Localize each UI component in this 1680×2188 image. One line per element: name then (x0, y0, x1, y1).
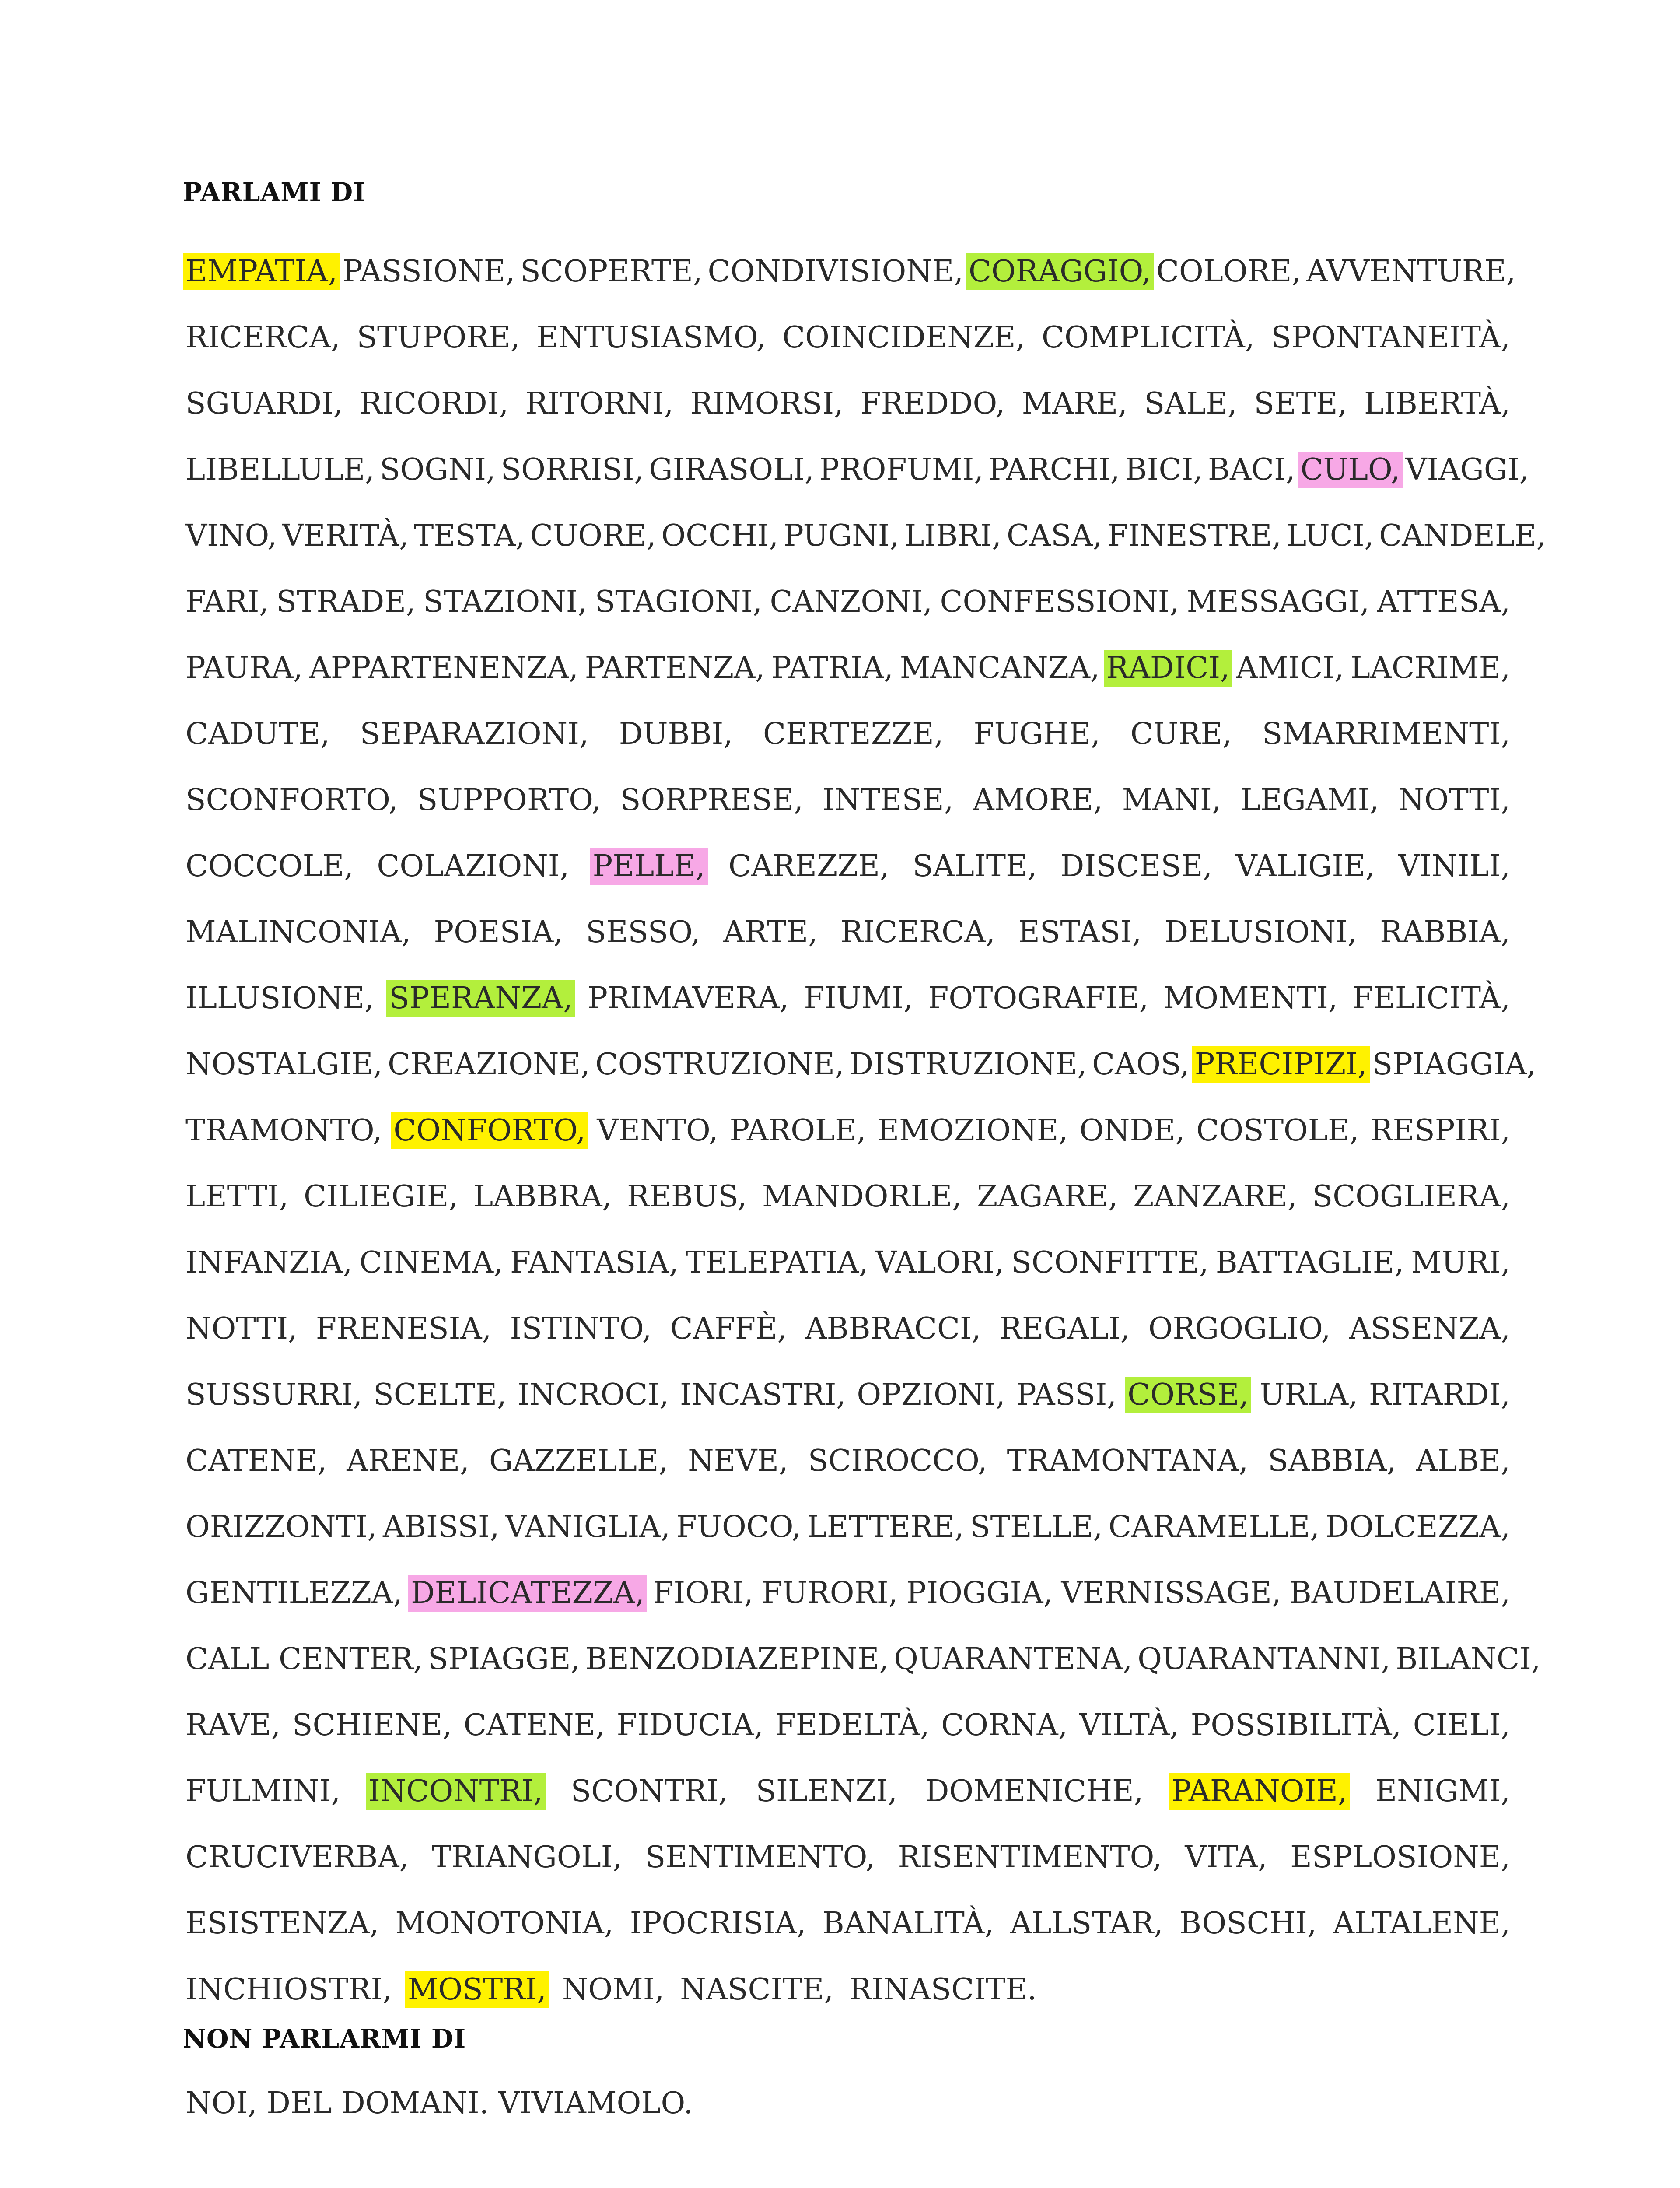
word: RITARDI, (1368, 1377, 1510, 1412)
word: MOMENTI, (1163, 981, 1338, 1016)
word: CREAZIONE, (388, 1047, 590, 1082)
word: MESSAGGI, (1186, 584, 1370, 619)
word: PATRIA, (771, 650, 893, 685)
word: FREDDO, (860, 386, 1005, 421)
word: SPIAGGIA, (1372, 1047, 1536, 1082)
word: ESTASI, (1018, 915, 1142, 950)
word-line (183, 1362, 1513, 1428)
word: INTESE, (822, 782, 954, 817)
word: ALLSTAR, (1010, 1906, 1163, 1941)
word: DUBBI, (619, 716, 733, 751)
highlighted-word: CULO, (1298, 452, 1403, 488)
word: NEVE, (688, 1443, 788, 1478)
word: CANDELE, (1379, 518, 1546, 553)
word: CARAMELLE, (1108, 1509, 1320, 1544)
word: MANI, (1122, 782, 1222, 817)
word: FANTASIA, (510, 1245, 679, 1280)
highlighted-word: DELICATEZZA, (408, 1575, 647, 1612)
word-line (183, 1824, 1513, 1890)
word: OCCHI, (661, 518, 779, 553)
highlighted-word: EMPATIA, (183, 253, 340, 290)
word: SALITE, (913, 849, 1037, 884)
highlighted-word: PRECIPIZI, (1192, 1046, 1370, 1083)
word: RINASCITE. (849, 1972, 1037, 2007)
word: SCIROCCO, (808, 1443, 987, 1478)
word-line (183, 503, 1546, 569)
word: STAZIONI, (423, 584, 588, 619)
word: MONOTONIA, (395, 1906, 614, 1941)
word: VALORI, (875, 1245, 1004, 1280)
word: DISTRUZIONE, (849, 1047, 1087, 1082)
word: LETTERE, (807, 1509, 964, 1544)
word: PAROLE, (729, 1113, 866, 1148)
word: DELUSIONI, (1164, 915, 1357, 950)
word: DISCESE, (1060, 849, 1213, 884)
word: SORRISI, (500, 452, 644, 487)
word-line (183, 965, 1513, 1031)
word-line (183, 1428, 1513, 1494)
word: ARENE, (346, 1443, 469, 1478)
word: EMOZIONE, (877, 1113, 1068, 1148)
word: TRIANGOLI, (431, 1840, 623, 1875)
word: SENTIMENTO, (645, 1840, 875, 1875)
word-line (183, 1031, 1536, 1098)
poster (183, 0, 1546, 2188)
word: PARCHI, (989, 452, 1120, 487)
word: URLA, (1260, 1377, 1358, 1412)
word-line (183, 701, 1513, 767)
word: AMORE, (973, 782, 1103, 817)
word-line (183, 371, 1513, 437)
word: MANDORLE, (762, 1179, 962, 1214)
word: TESTA, (414, 518, 525, 553)
word-line (183, 899, 1513, 965)
word: BOSCHI, (1180, 1906, 1317, 1941)
word: BATTAGLIE, (1215, 1245, 1404, 1280)
word: ISTINTO, (510, 1311, 652, 1346)
word: SCOPERTE, (520, 254, 703, 289)
word: FINESTRE, (1107, 518, 1281, 553)
word: BACI, (1208, 452, 1295, 487)
word: RITORNI, (525, 386, 674, 421)
word: PROFUMI, (819, 452, 984, 487)
heading-non-parlarmi-di: NON PARLARMI DI (183, 2024, 466, 2054)
word: ASSENZA, (1349, 1311, 1510, 1346)
word: FURORI, (762, 1575, 898, 1610)
word: SORPRESE, (620, 782, 803, 817)
word: RAVE, (186, 1708, 281, 1743)
word-line (183, 1164, 1513, 1230)
word: CAOS, (1092, 1047, 1190, 1082)
word: STUPORE, (357, 320, 520, 355)
word: PARTENZA, (584, 650, 765, 685)
word-line (183, 305, 1513, 371)
word: BANALITÀ, (822, 1906, 994, 1941)
word: SMARRIMENTI, (1262, 716, 1510, 751)
word: FARI, (186, 584, 269, 619)
word: TRAMONTANA, (1007, 1443, 1249, 1478)
word: SESSO, (586, 915, 700, 950)
highlighted-word: SPERANZA, (386, 980, 575, 1017)
word: BAUDELAIRE, (1289, 1575, 1510, 1610)
word: CASA, (1006, 518, 1102, 553)
word: FOTOGRAFIE, (928, 981, 1149, 1016)
word: CURE, (1130, 716, 1232, 751)
word: ILLUSIONE, (186, 981, 374, 1016)
word: REGALI, (999, 1311, 1130, 1346)
word: ZANZARE, (1133, 1179, 1297, 1214)
word: FUGHE, (973, 716, 1100, 751)
word: OPZIONI, (857, 1377, 1005, 1412)
word: SPIAGGE, (428, 1641, 581, 1676)
word: LACRIME, (1350, 650, 1510, 685)
word: SALE, (1144, 386, 1237, 421)
word: SABBIA, (1268, 1443, 1396, 1478)
word: ABBRACCI, (805, 1311, 981, 1346)
word: CAREZZE, (728, 849, 889, 884)
word: RIMORSI, (690, 386, 844, 421)
word: VITA, (1185, 1840, 1267, 1875)
word: LIBRI, (904, 518, 1001, 553)
word: FULMINI, (186, 1774, 341, 1809)
word: VINO, (186, 518, 277, 553)
word: FIUMI, (804, 981, 913, 1016)
word: VINILI, (1398, 849, 1510, 884)
word: GAZZELLE, (489, 1443, 668, 1478)
word: SCELTE, (373, 1377, 507, 1412)
word: COINCIDENZE, (782, 320, 1026, 355)
word: POESIA, (434, 915, 563, 950)
word: COSTRUZIONE, (595, 1047, 844, 1082)
word: BICI, (1125, 452, 1203, 487)
word-line (183, 437, 1529, 503)
word: NASCITE, (680, 1972, 833, 2007)
word: STAGIONI, (595, 584, 762, 619)
word: CATENE, (463, 1708, 605, 1743)
word: ALBE, (1416, 1443, 1510, 1478)
word: CUORE, (530, 518, 656, 553)
word: VIAGGI, (1405, 452, 1529, 487)
word: TELEPATIA, (686, 1245, 868, 1280)
word-line (183, 1957, 1513, 2023)
word: SUSSURRI, (186, 1377, 363, 1412)
word-line (183, 1758, 1513, 1824)
word: INCASTRI, (680, 1377, 846, 1412)
word: SPONTANEITÀ, (1271, 320, 1510, 355)
word: CERTEZZE, (763, 716, 944, 751)
word: ABISSI, (382, 1509, 500, 1544)
word: PASSIONE, (343, 254, 515, 289)
word: QUARANTANNI, (1138, 1641, 1391, 1676)
word: VALIGIE, (1236, 849, 1375, 884)
word: CRUCIVERBA, (186, 1840, 409, 1875)
word: MANCANZA, (900, 650, 1100, 685)
word: COLAZIONI, (377, 849, 570, 884)
word: SCOGLIERA, (1312, 1179, 1510, 1214)
word-line (183, 238, 1516, 305)
word: ORGOGLIO, (1148, 1311, 1331, 1346)
word-line (183, 767, 1513, 833)
word-line (183, 1626, 1541, 1692)
word: CILIEGIE, (304, 1179, 458, 1214)
word: SILENZI, (756, 1774, 897, 1809)
highlighted-word: PELLE, (590, 848, 708, 885)
word: NOSTALGIE, (186, 1047, 383, 1082)
word: APPARTENENZA, (309, 650, 578, 685)
word: RESPIRI, (1370, 1113, 1510, 1148)
word: BILANCI, (1396, 1641, 1541, 1676)
closing-line: NOI, DEL DOMANI. VIVIAMOLO. (186, 2086, 693, 2121)
word: PIOGGIA, (906, 1575, 1053, 1610)
word: NOMI, (562, 1972, 665, 2007)
highlighted-word: CORSE, (1125, 1377, 1251, 1413)
word: CATENE, (186, 1443, 327, 1478)
word: NOTTI, (1398, 782, 1510, 817)
word: LIBELLULE, (186, 452, 374, 487)
word: DOLCEZZA, (1325, 1509, 1510, 1544)
word: FIDUCIA, (616, 1708, 763, 1743)
word: VANIGLIA, (505, 1509, 670, 1544)
word: FEDELTÀ, (775, 1708, 930, 1743)
word: AMICI, (1236, 650, 1344, 685)
word: ORIZZONTI, (186, 1509, 377, 1544)
word: MARE, (1022, 386, 1127, 421)
highlighted-word: RADICI, (1104, 650, 1232, 687)
word: PASSI, (1016, 1377, 1117, 1412)
word: PRIMAVERA, (588, 981, 789, 1016)
word: LUCI, (1286, 518, 1374, 553)
word-line (183, 1296, 1513, 1362)
word: CONFESSIONI, (940, 584, 1180, 619)
word: SCONFORTO, (186, 782, 398, 817)
word: ZAGARE, (976, 1179, 1118, 1214)
word: INFANZIA, (186, 1245, 353, 1280)
word: CAFFÈ, (670, 1311, 787, 1346)
word: RICERCA, (186, 320, 340, 355)
word: LIBERTÀ, (1364, 386, 1510, 421)
word-list (183, 238, 1546, 2023)
word: VERNISSAGE, (1061, 1575, 1281, 1610)
word: LEGAMI, (1240, 782, 1379, 817)
word-line (183, 1098, 1513, 1164)
word: PAURA, (186, 650, 303, 685)
word-line (183, 1560, 1513, 1626)
highlighted-word: CORAGGIO, (966, 253, 1154, 290)
word-line (183, 569, 1513, 635)
word: GIRASOLI, (649, 452, 814, 487)
word: VILTÀ, (1079, 1708, 1179, 1743)
word: CORNA, (941, 1708, 1068, 1743)
word: RICERCA, (840, 915, 995, 950)
word: ARTE, (723, 915, 818, 950)
word-line (183, 833, 1513, 899)
word: VERITÀ, (282, 518, 409, 553)
word: NOTTI, (186, 1311, 298, 1346)
word: STELLE, (970, 1509, 1103, 1544)
word: SUPPORTO, (417, 782, 601, 817)
word: CALL CENTER, (186, 1641, 423, 1676)
word: SOGNI, (379, 452, 496, 487)
word-line (183, 1230, 1513, 1296)
word-line (183, 1890, 1513, 1957)
highlighted-word: INCONTRI, (366, 1773, 546, 1810)
word: SCONTRI, (570, 1774, 728, 1809)
word: ENTUSIASMO, (536, 320, 766, 355)
word: SGUARDI, (186, 386, 343, 421)
heading-parlami-di: PARLAMI DI (183, 177, 366, 207)
word-line (183, 1692, 1513, 1758)
word: LETTI, (186, 1179, 289, 1214)
word-line (183, 1494, 1513, 1560)
highlighted-word: CONFORTO, (391, 1112, 588, 1149)
word-line (183, 635, 1513, 701)
word: CADUTE, (186, 716, 330, 751)
word: CIELI, (1413, 1708, 1510, 1743)
word: FRENESIA, (315, 1311, 492, 1346)
word: TRAMONTO, (186, 1113, 382, 1148)
word: ESPLOSIONE, (1290, 1840, 1510, 1875)
word: GENTILEZZA, (186, 1575, 402, 1610)
word: QUARANTENA, (894, 1641, 1133, 1676)
word: COCCOLE, (186, 849, 354, 884)
word: DOMENICHE, (925, 1774, 1144, 1809)
word: CINEMA, (359, 1245, 503, 1280)
word: ATTESA, (1377, 584, 1510, 619)
word: STRADE, (276, 584, 416, 619)
word: SETE, (1254, 386, 1348, 421)
word: SEPARAZIONI, (360, 716, 589, 751)
word: COLORE, (1156, 254, 1302, 289)
word: BENZODIAZEPINE, (585, 1641, 889, 1676)
word: REBUS, (627, 1179, 747, 1214)
word: INCHIOSTRI, (186, 1972, 392, 2007)
word: SCONFITTE, (1011, 1245, 1209, 1280)
highlighted-word: PARANOIE, (1169, 1773, 1350, 1810)
word: RABBIA, (1380, 915, 1510, 950)
word: CANZONI, (770, 584, 933, 619)
word: ALTALENE, (1333, 1906, 1510, 1941)
word: MURI, (1411, 1245, 1510, 1280)
word: VENTO, (597, 1113, 718, 1148)
word: COMPLICITÀ, (1042, 320, 1255, 355)
word: FIORI, (653, 1575, 753, 1610)
word: RICORDI, (360, 386, 509, 421)
word: ESISTENZA, (186, 1906, 379, 1941)
word: AVVENTURE, (1306, 254, 1516, 289)
word: INCROCI, (517, 1377, 669, 1412)
highlighted-word: MOSTRI, (405, 1971, 549, 2008)
word: ENIGMI, (1375, 1774, 1510, 1809)
word: FELICITÀ, (1352, 981, 1510, 1016)
word: SCHIENE, (292, 1708, 452, 1743)
word: COSTOLE, (1196, 1113, 1359, 1148)
word: RISENTIMENTO, (898, 1840, 1162, 1875)
word: LABBRA, (473, 1179, 612, 1214)
word: MALINCONIA, (186, 915, 411, 950)
word: IPOCRISIA, (630, 1906, 806, 1941)
word: POSSIBILITÀ, (1190, 1708, 1402, 1743)
word: PUGNI, (784, 518, 900, 553)
word: FUOCO, (676, 1509, 802, 1544)
word: CONDIVISIONE, (707, 254, 964, 289)
word: ONDE, (1079, 1113, 1185, 1148)
